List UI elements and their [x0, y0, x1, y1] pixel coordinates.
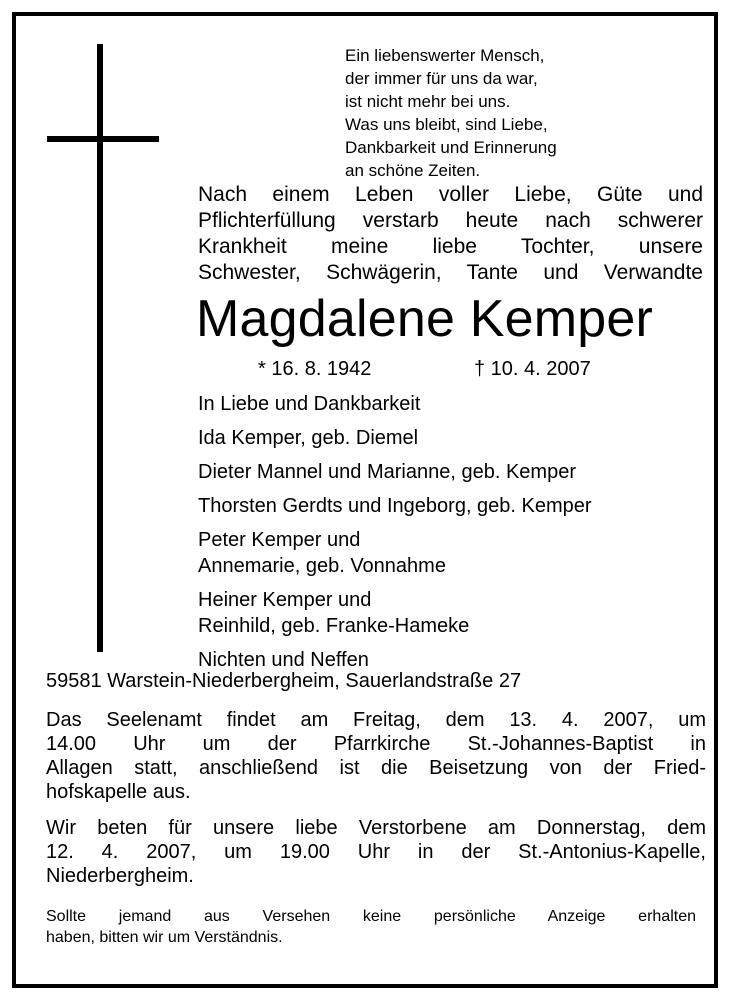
deceased-name: Magdalene Kemper [196, 290, 654, 348]
intro-line: Pflichterfüllung verstarb heute nach schwerer [198, 209, 703, 232]
mourner-line: Heiner Kemper und [198, 589, 372, 611]
death-date: † 10. 4. 2007 [474, 358, 591, 380]
mourner-line: In Liebe und Dankbarkeit [198, 393, 421, 415]
mourners-list [198, 391, 592, 673]
cross-icon-horizontal-bar [47, 136, 159, 142]
service-line: Allagen statt, anschließend ist die Beisetzung von der Fried- [46, 757, 706, 779]
prayer-line: 12. 4. 2007, um 19.00 Uhr in der St.-Antonius-Kapelle, [46, 841, 706, 863]
prayer-paragraph [46, 816, 706, 888]
service-line: Das Seelenamt findet am Freitag, dem 13. 4. 2007, um [46, 709, 706, 731]
poem-line: der immer für uns da war, [345, 69, 538, 88]
family-address: 59581 Warstein-Niederbergheim, Sauerlandstraße 27 [46, 670, 522, 692]
intro-line: Schwester, Schwägerin, Tante und Verwandte [198, 261, 703, 284]
mourner-line: Reinhild, geb. Franke-Hameke [198, 615, 470, 637]
service-paragraph [46, 708, 706, 804]
poem-line: Was uns bleibt, sind Liebe, [345, 115, 548, 134]
poem-line: an schöne Zeiten. [345, 161, 481, 180]
mourner-line: Ida Kemper, geb. Diemel [198, 427, 419, 449]
service-line: 14.00 Uhr um der Pfarrkirche St.-Johannes-Baptist in [46, 733, 706, 755]
prayer-line: Niederbergheim. [46, 865, 194, 887]
mourner-line: Dieter Mannel und Marianne, geb. Kemper [198, 461, 576, 483]
poem-line: Dankbarkeit und Erinnerung [345, 138, 557, 157]
note-line: haben, bitten wir um Verständnis. [46, 929, 283, 946]
mourner-line: Peter Kemper und [198, 529, 361, 551]
mourner-line: Thorsten Gerdts und Ingeborg, geb. Kemper [198, 495, 592, 517]
birth-date: * 16. 8. 1942 [258, 358, 372, 380]
service-line: hofskapelle aus. [46, 781, 191, 803]
memorial-poem [345, 44, 557, 182]
prayer-line: Wir beten für unsere liebe Verstorbene am Donnerstag, dem [46, 817, 706, 839]
intro-line: Nach einem Leben voller Liebe, Güte und [198, 183, 703, 206]
announcement-intro [198, 182, 703, 286]
mourner-line: Nichten und Neffen [198, 649, 369, 671]
poem-line: ist nicht mehr bei uns. [345, 92, 511, 111]
intro-line: Krankheit meine liebe Tochter, unsere [198, 235, 703, 258]
closing-note [46, 906, 696, 948]
note-line: Sollte jemand aus Versehen keine persönliche Anzeige erhalten [46, 908, 696, 925]
poem-line: Ein liebenswerter Mensch, [345, 46, 545, 65]
mourner-line: Annemarie, geb. Vonnahme [198, 555, 446, 577]
